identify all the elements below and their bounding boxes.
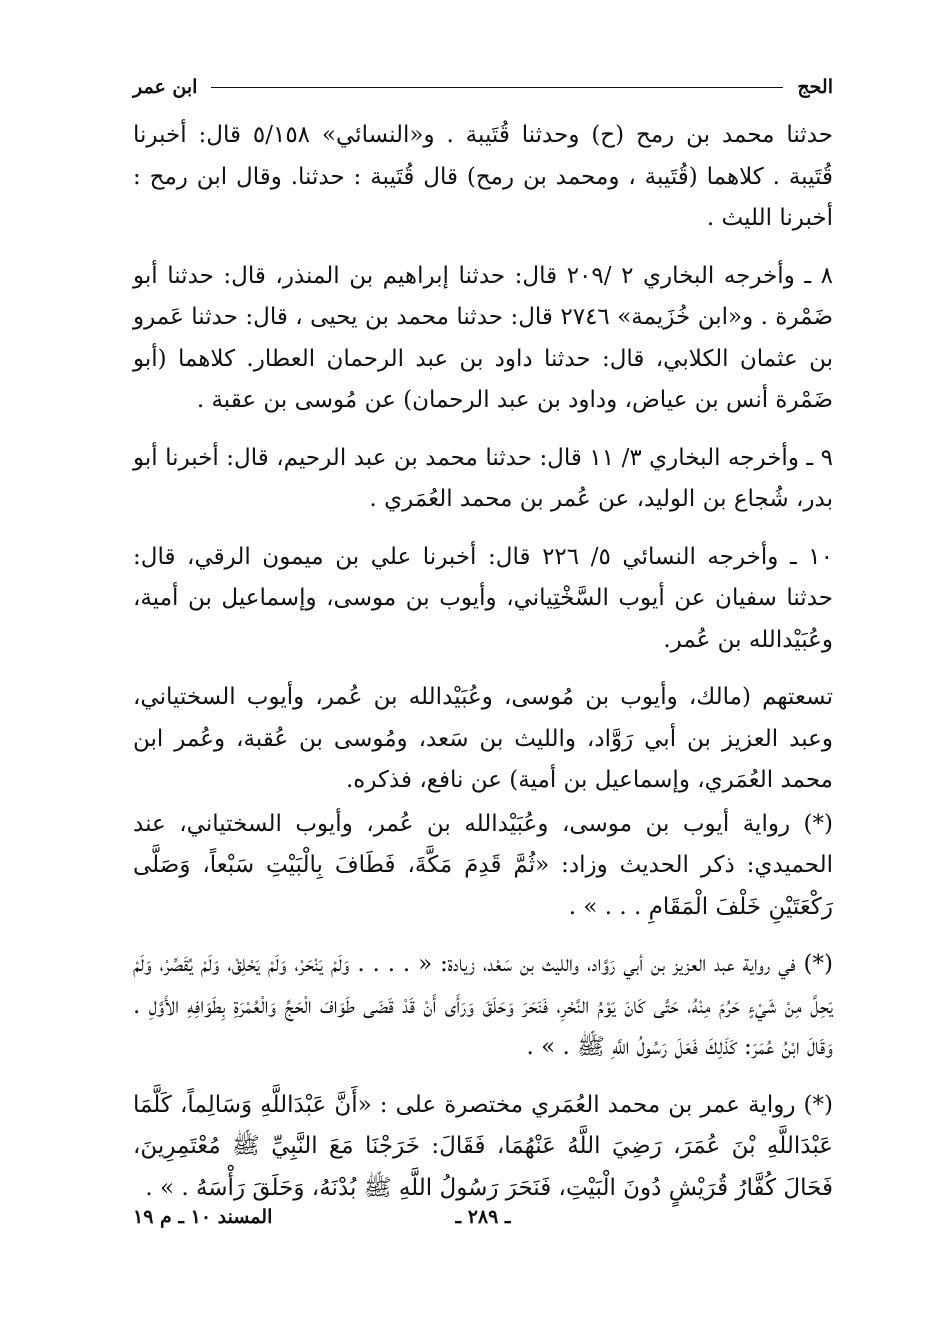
page-footer xyxy=(133,1206,833,1240)
paragraph-summary: تسعتهم (مالك، وأيوب بن مُوسى، وعُبَيْدالله بن عُمر، وأيوب السختياني، وعبد العزيز بن أبي رَوَّاد، والليث بن سَعد، ومُوسى بن عُقبة، وعُمر ابن محمد العُمَري، وإسماعيل بن أمية) عن نافع، فذكره. xyxy=(133,684,833,793)
signature-mark: المسند ١٠ ـ م ١٩ xyxy=(133,1206,273,1228)
note-abdulaziz-laith: (*) في رواية عبد العزيز بن أبي رَوَّاد، والليث بن سَعْد، زيادة: « . . . . وَلَمْ يَنْحَرْ، وَلَمْ يَحْلِقْ، وَلَمْ يُقَصِّرْ، وَلَمْ يَحِلَّ مِنْ شَيْءٍ حَرُمَ مِنْهُ، حَتَّى كَانَ يَوْمُ النَّحْرِ، فَنَحَرَ وَحَلَقَ وَرَأَى أَنْ قَدْ قَضَى طَوَافَ الْحَجِّ وَالْعُمْرَةِ بِطَوَافِهِ الأَوَّلِ . وَقَالَ ابْنُ عُمَرَ: كَذَلِكَ فَعَلَ رَسُولُ اللَّهِ ﷺ . » . xyxy=(133,951,833,1060)
paragraph-9: ٩ ـ وأخرجه البخاري ٣/ ١١ قال: حدثنا محمد بن عبد الرحيم، قال: أخبرنا أبو بدر، شُجاع بن الوليد، عن عُمر بن محمد العُمَري . xyxy=(133,444,833,512)
running-header xyxy=(133,70,833,104)
body-text xyxy=(133,115,833,1209)
paragraph-continuation: حدثنا محمد بن رمح (ح) وحدثنا قُتَيبة . و«النسائي» ٥/١٥٨ قال: أخبرنا قُتَيبة . كلاهما (قُتَيبة ، ومحمد بن رمح) قال قُتَيبة : حدثنا. وقال ابن رمح : أخبرنا الليث . xyxy=(133,122,834,231)
paragraph-10: ١٠ ـ وأخرجه النسائي ٥/ ٢٢٦ قال: أخبرنا علي بن ميمون الرقي، قال: حدثنا سفيان عن أيوب السَّخْتِياني، وأيوب بن موسى، وإسماعيل بن أمية، وعُبَيْدالله بن عُمر. xyxy=(133,543,833,653)
paragraph-8: ٨ ـ وأخرجه البخاري ٢ /٢٠٩ قال: حدثنا إبراهيم بن المنذر، قال: حدثنا أبو ضَمْرة . و«ابن خُزَيمة» ٢٧٤٦ قال: حدثنا محمد بن يحيى ، قال: حدثنا عَمرو بن عثمان الكلابي، قال: حدثنا داود بن عبد الرحمان العطار. كلاهما (أبو ضَمْرة أنس بن عياض، وداود بن عبد الرحمان) عن مُوسى بن عقبة . xyxy=(133,262,834,413)
note-umar-al-umari: (*) رواية عمر بن محمد العُمَري مختصرة على : «أَنَّ عَبْدَاللَّهِ وَسَالِماً، كَلَّمَا عَبْدَاللَّهِ بْنَ عُمَرَ، رَضِيَ اللَّهُ عَنْهُمَا، فَقَالَ: خَرَجْنَا مَعَ النَّبِيِّ ﷺ مُعْتَمِرِينَ، فَحَالَ كُفَّارُ قُرَيْشٍ دُونَ الْبَيْتِ، فَنَحَرَ رَسُولُ اللَّهِ ﷺ بُدْنَهُ، وَحَلَقَ رَأْسَهُ . » . xyxy=(133,1091,833,1201)
header-section-title: ابن عمر xyxy=(133,76,198,98)
page-number: ـ ٢٨٩ ـ xyxy=(455,1206,511,1228)
note-humaidi: (*) رواية أيوب بن موسى، وعُبَيْدالله بن عُمر، وأيوب السختياني، عند الحميدي: ذكر الحديث وزاد: «ثُمَّ قَدِمَ مَكَّةَ، فَطَافَ بِالْبَيْتِ سَبْعاً، وَصَلَّى رَكْعَتَيْنِ خَلْفَ الْمَقَامِ . . . » . xyxy=(133,810,833,920)
header-chapter-title: الحج xyxy=(797,76,833,98)
header-rule xyxy=(211,87,783,88)
